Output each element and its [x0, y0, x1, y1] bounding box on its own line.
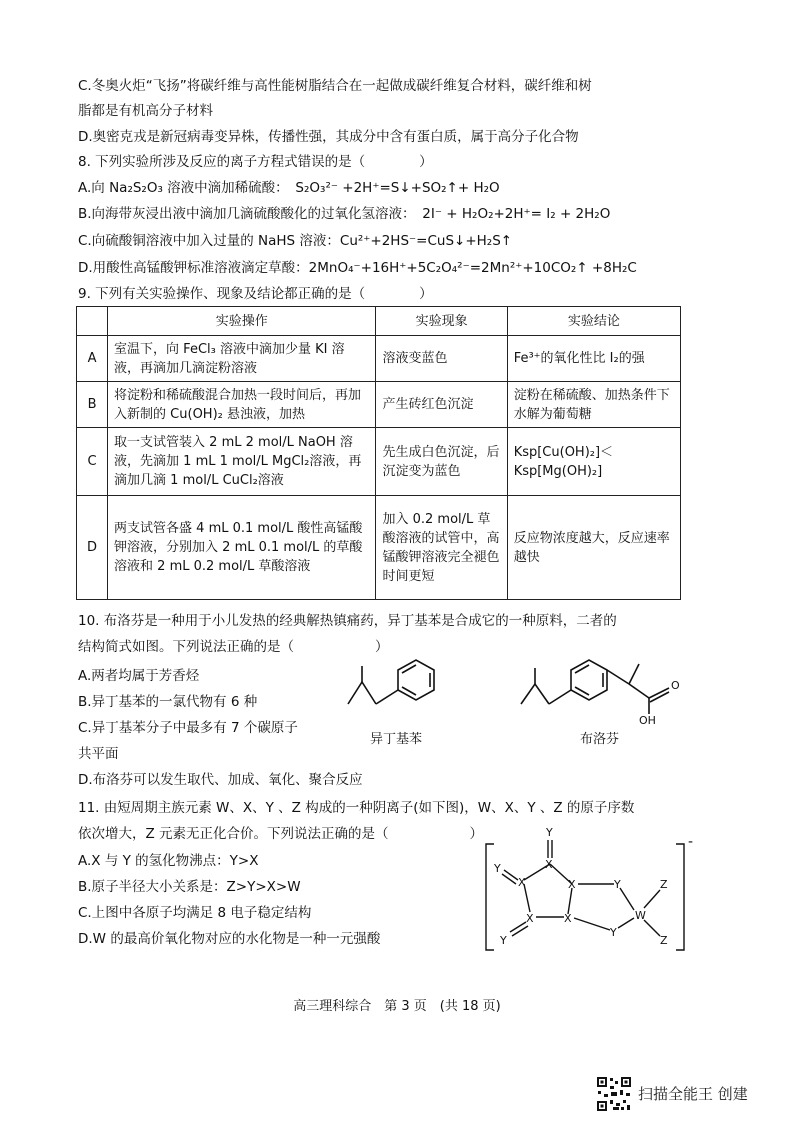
question-10-option-b: B.异丁基苯的一氯代物有 6 种	[78, 694, 258, 710]
row-conclusion: Ksp[Cu(OH)₂]＜ Ksp[Mg(OH)₂]	[507, 428, 680, 496]
ibuprofen-hydroxyl-label: OH	[639, 714, 656, 727]
question-10-stem-line1: 10. 布洛芬是一种用于小儿发热的经典解热镇痛药，异丁基苯是合成它的一种原料，二者的	[78, 613, 617, 629]
anion-atom-z-bottom: Z	[660, 934, 668, 947]
question-10-option-c-line1: C.异丁基苯分子中最多有 7 个碳原子	[78, 720, 298, 736]
qr-code-icon	[596, 1076, 632, 1112]
ibuprofen-label: 布洛芬	[580, 732, 620, 747]
anion-charge: -	[688, 834, 694, 850]
row-phenomenon: 产生砖红色沉淀	[376, 382, 507, 428]
row-letter: A	[77, 336, 108, 382]
row-conclusion: 反应物浓度越大，反应速率越快	[507, 496, 680, 600]
scanner-watermark: 扫描全能王 创建	[638, 1085, 748, 1103]
table-header-row	[77, 307, 681, 336]
question-11-stem-line1: 11. 由短周期主族元素 W、X、Y 、Z 构成的一种阴离子(如下图)，W、X、Y 、Z 的原子序数	[78, 800, 635, 816]
question-10-option-c-line2: 共平面	[78, 746, 119, 762]
table-header-conclusion: 实验结论	[507, 307, 680, 336]
table-header-blank	[77, 307, 108, 336]
question-11-option-d: D.W 的最高价氧化物对应的水化物是一种一元强酸	[78, 931, 381, 947]
isobutylbenzene-label: 异丁基苯	[370, 732, 423, 747]
option-c-line1: C.冬奥火炬“飞扬”将碳纤维与高性能树脂结合在一起做成碳纤维复合材料，碳纤维和树	[78, 78, 592, 94]
question-8-option-a: A.向 Na₂S₂O₃ 溶液中滴加稀硫酸： S₂O₃²⁻ +2H⁺=S↓+SO₂↑+ H₂O	[78, 180, 500, 196]
question-8-stem: 8. 下列实验所涉及反应的离子方程式错误的是（ ）	[78, 154, 433, 170]
anion-atom-x-bottom-left: X	[526, 912, 534, 925]
table-row	[77, 382, 681, 428]
question-8-option-b: B.向海带灰浸出液中滴加几滴硫酸酸化的过氧化氢溶液： 2I⁻ + H₂O₂+2H⁺= I₂ + 2H₂O	[78, 206, 611, 222]
question-11-stem-line2: 依次增大，Z 元素无正化合价。下列说法正确的是（ ）	[78, 826, 484, 842]
option-c-line2: 脂都是有机高分子材料	[78, 103, 213, 119]
row-letter: C	[77, 428, 108, 496]
question-10-stem-line2: 结构简式如图。下列说法正确的是（ ）	[78, 639, 389, 655]
anion-atom-x-bottom-right: X	[564, 912, 572, 925]
anion-atom-x-right: X	[568, 878, 576, 891]
row-operation: 取一支试管装入 2 mL 2 mol/L NaOH 溶液，先滴加 1 mL 1 mol/L MgCl₂溶液，再滴加几滴 1 mol/L CuCl₂溶液	[108, 428, 376, 496]
table-row	[77, 496, 681, 600]
anion-atom-z-top: Z	[660, 878, 668, 891]
option-d: D.奥密克戎是新冠病毒变异株，传播性强，其成分中含有蛋白质，属于高分子化合物	[78, 129, 579, 145]
page-footer: 高三理科综合 第 3 页 (共 18 页)	[293, 999, 501, 1014]
ibuprofen-structure	[515, 648, 695, 728]
anion-atom-w: W	[635, 909, 646, 922]
question-11-option-c: C.上图中各原子均满足 8 电子稳定结构	[78, 905, 312, 921]
question-11-option-a: A.X 与 Y 的氢化物沸点：Y>X	[78, 853, 259, 869]
anion-atom-y-left: Y	[494, 862, 501, 875]
row-conclusion: Fe³⁺的氧化性比 I₂的强	[507, 336, 680, 382]
anion-atom-x-left: X	[518, 876, 526, 889]
question-9-table	[76, 306, 681, 600]
anion-atom-y-upper-chelate: Y	[614, 878, 621, 891]
table-header-operation: 实验操作	[108, 307, 376, 336]
table-row	[77, 336, 681, 382]
isobutylbenzene-structure	[340, 652, 470, 722]
row-conclusion: 淀粉在稀硫酸、加热条件下水解为葡萄糖	[507, 382, 680, 428]
anion-atom-y-lower-chelate: Y	[610, 926, 617, 939]
question-10-option-a: A.两者均属于芳香烃	[78, 668, 200, 684]
anion-atom-x-top: X	[545, 858, 553, 871]
row-operation: 室温下，向 FeCl₃ 溶液中滴加少量 KI 溶液，再滴加几滴淀粉溶液	[108, 336, 376, 382]
anion-atom-y-top: Y	[546, 826, 553, 839]
row-letter: B	[77, 382, 108, 428]
question-8-option-c: C.向硫酸铜溶液中加入过量的 NaHS 溶液：Cu²⁺+2HS⁻=CuS↓+H₂S↑	[78, 233, 513, 249]
row-phenomenon: 先生成白色沉淀，后沉淀变为蓝色	[376, 428, 507, 496]
row-phenomenon: 溶液变蓝色	[376, 336, 507, 382]
row-operation: 两支试管各盛 4 mL 0.1 mol/L 酸性高锰酸钾溶液，分别加入 2 mL 0.1 mol/L 的草酸溶液和 2 mL 0.2 mol/L 草酸溶液	[108, 496, 376, 600]
row-letter: D	[77, 496, 108, 600]
question-8-option-d: D.用酸性高锰酸钾标准溶液滴定草酸：2MnO₄⁻+16H⁺+5C₂O₄²⁻=2Mn²⁺+10CO₂↑ +8H₂C	[78, 260, 637, 276]
question-9-stem: 9. 下列有关实验操作、现象及结论都正确的是（ ）	[78, 286, 433, 302]
table-row	[77, 428, 681, 496]
question-10-option-d: D.布洛芬可以发生取代、加成、氧化、聚合反应	[78, 772, 363, 788]
anion-structure	[480, 822, 700, 954]
row-phenomenon: 加入 0.2 mol/L 草酸溶液的试管中，高锰酸钾溶液完全褪色时间更短	[376, 496, 507, 600]
anion-atom-y-bottom: Y	[500, 934, 507, 947]
ibuprofen-carbonyl-o: O	[671, 679, 680, 692]
row-operation: 将淀粉和稀硫酸混合加热一段时间后，再加入新制的 Cu(OH)₂ 悬浊液，加热	[108, 382, 376, 428]
table-header-phenomenon: 实验现象	[376, 307, 507, 336]
question-11-option-b: B.原子半径大小关系是：Z>Y>X>W	[78, 879, 301, 895]
